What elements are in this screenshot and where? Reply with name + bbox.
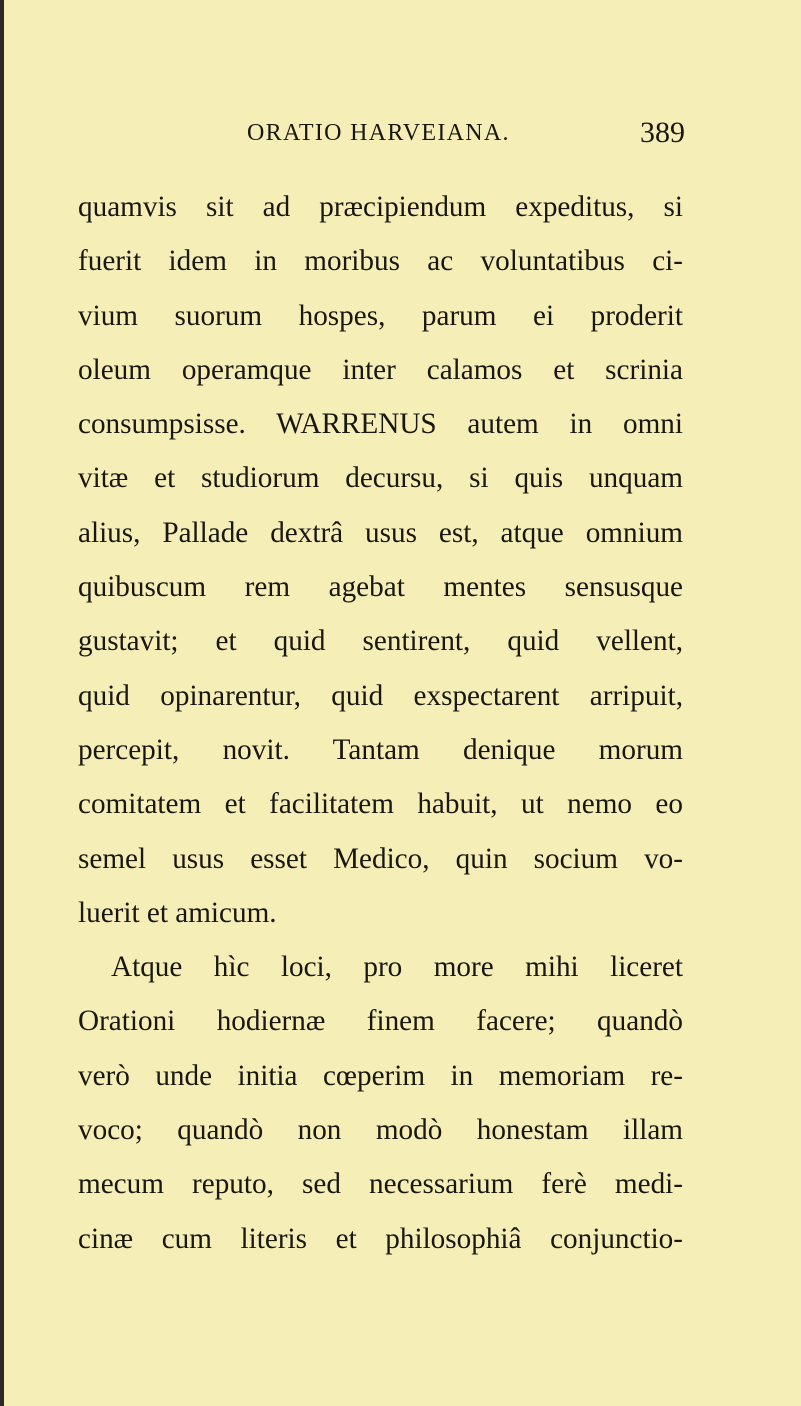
text-line: verò unde initia cœperim in memoriam re- [78, 1059, 683, 1092]
text-line: quibuscum rem agebat mentes sensusque [78, 571, 683, 604]
text-line: consumpsisse. WARRENUS autem in omni [78, 408, 683, 441]
running-title: ORATIO HARVEIANA. [247, 120, 510, 146]
text-line: quamvis sit ad præcipiendum expeditus, si [78, 191, 683, 223]
text-line: percepit, novit. Tantam denique morum [78, 733, 683, 766]
text-line: Atque hìc loci, pro more mihi liceret [111, 951, 683, 984]
text-line: luerit et amicum. [78, 896, 277, 929]
text-line: alius, Pallade dextrâ usus est, atque omnium [78, 516, 683, 549]
text-line: quid opinarentur, quid exspectarent arripuit, [78, 679, 683, 712]
text-line: semel usus esset Medico, quin socium vo- [78, 842, 683, 875]
running-head [247, 116, 685, 160]
text-line: vitæ et studiorum decursu, si quis unquam [78, 462, 683, 495]
page-edge-shadow [0, 0, 4, 1406]
text-line: cinæ cum literis et philosophiâ conjunctio- [78, 1222, 683, 1255]
body-text [78, 180, 683, 1266]
page-number: 389 [640, 116, 685, 149]
text-line: vium suorum hospes, parum ei proderit [78, 299, 683, 332]
text-line: Orationi hodiernæ finem facere; quandò [78, 1005, 683, 1038]
text-line: gustavit; et quid sentirent, quid vellent, [78, 625, 683, 658]
text-line: comitatem et facilitatem habuit, ut nemo eo [78, 788, 683, 821]
text-line: fuerit idem in moribus ac voluntatibus ci- [78, 245, 683, 278]
paragraph [78, 940, 683, 1266]
paragraph [78, 180, 683, 940]
text-line: oleum operamque inter calamos et scrinia [78, 353, 683, 386]
text-line: voco; quandò non modò honestam illam [78, 1114, 683, 1147]
text-line: mecum reputo, sed necessarium ferè medi- [78, 1168, 683, 1201]
